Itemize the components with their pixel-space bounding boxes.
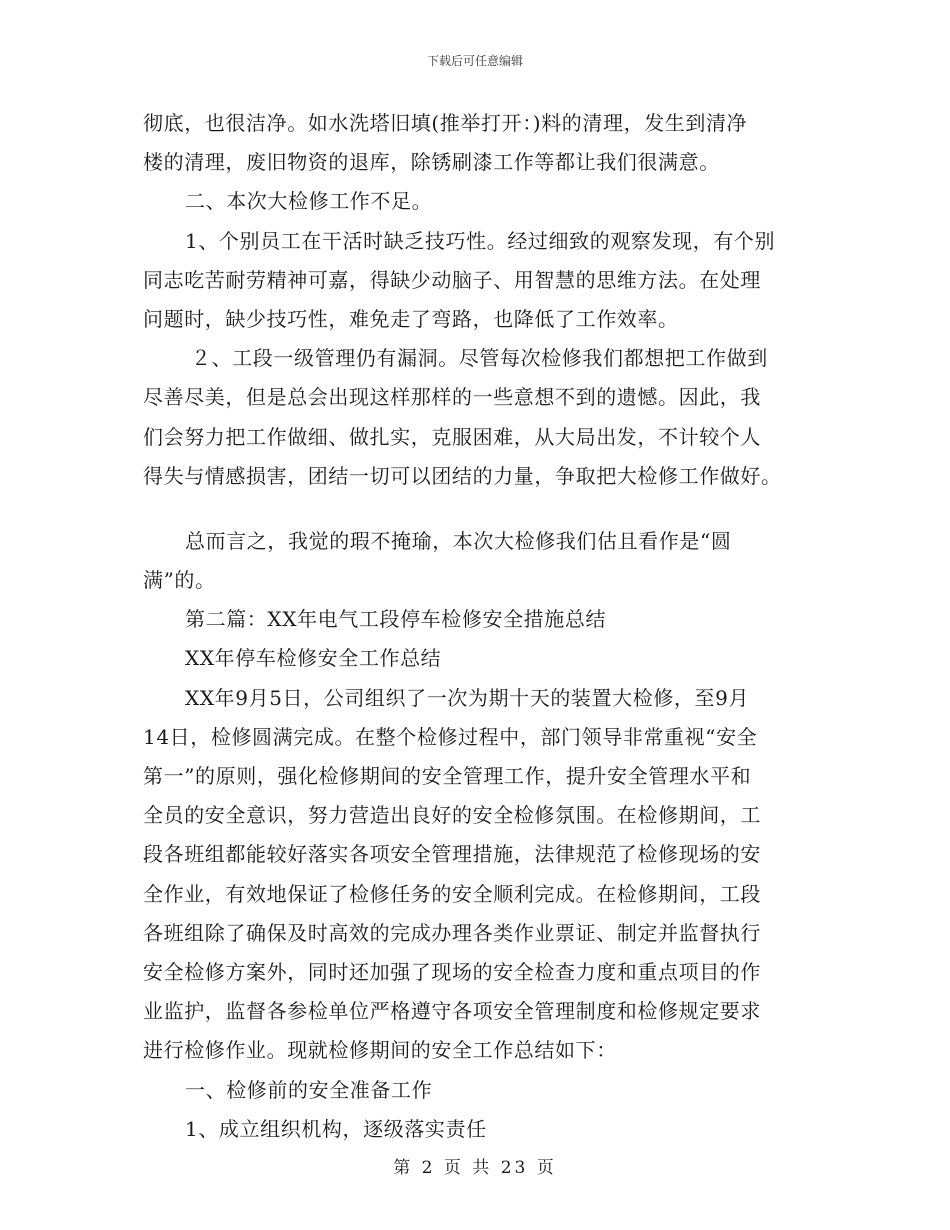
paragraph-line: 14日，检修圆满完成。在整个检修过程中，部门领导非常重视“安全 — [143, 724, 758, 749]
document-body — [143, 104, 807, 1149]
paragraph-line: 满”的。 — [143, 568, 216, 593]
paragraph-line: 楼的清理，废旧物资的退库，除锈刷漆工作等都让我们很满意。 — [143, 150, 720, 175]
paragraph-line: XX年9月5日，公司组织了一次为期十天的装置大检修，至9月 — [185, 685, 750, 710]
paragraph-line: 问题时，缺少技巧性，难免走了弯路，也降低了工作效率。 — [143, 306, 679, 331]
paragraph-line: 进行检修作业。现就检修期间的安全工作总结如下： — [143, 1038, 617, 1063]
section-heading: 一、检修前的安全准备工作 — [185, 1077, 433, 1102]
paragraph-line: 尽善尽美，但是总会出现这样那样的一些意想不到的遗憾。因此，我 — [143, 385, 761, 410]
paragraph-line: 全作业，有效地保证了检修任务的安全顺利完成。在检修期间，工段 — [143, 881, 761, 906]
paragraph-line: 第一”的原则，强化检修期间的安全管理工作，提升安全管理水平和 — [143, 764, 752, 788]
paragraph-line: 业监护，监督各参检单位严格遵守各项安全管理制度和检修规定要求 — [143, 999, 761, 1024]
document-subtitle: XX年停车检修安全工作总结 — [185, 646, 442, 671]
paragraph-line: 安全检修方案外，同时还加强了现场的安全检查力度和重点项目的作 — [143, 959, 761, 984]
paragraph-line: 各班组除了确保及时高效的完成办理各类作业票证、制定并监督执行 — [143, 920, 761, 945]
page-footer: 第 2 页 共 23 页 — [393, 1158, 557, 1178]
paragraph-line: 们会努力把工作做细、做扎实，克服困难，从大局出发，不计较个人 — [143, 424, 761, 449]
paragraph-gap — [143, 496, 807, 522]
chapter-title: 第二篇：XX年电气工段停车检修安全措施总结 — [185, 607, 607, 632]
paragraph-line: 段各班组都能较好落实各项安全管理措施，法律规范了检修现场的安 — [143, 842, 761, 867]
paragraph-line: 1、个别员工在干活时缺乏技巧性。经过细致的观察发现，有个别 — [185, 228, 776, 253]
paragraph-line: 得失与情感损害，团结一切可以团结的力量，争取把大检修工作做好。 — [143, 463, 782, 488]
paragraph-line: 彻底，也很洁净。如水洗塔旧填(推举打开：)料的清理，发生到清净 — [143, 111, 748, 135]
paragraph-line: 同志吃苦耐劳精神可嘉，得缺少动脑子、用智慧的思维方法。在处理 — [143, 267, 761, 292]
page-header: 下载后可任意编辑 — [426, 54, 523, 68]
subsection-heading: 1、成立组织机构，逐级落实责任 — [185, 1116, 487, 1141]
paragraph-line: 全员的安全意识，努力营造出良好的安全检修氛围。在检修期间，工 — [143, 803, 761, 828]
section-heading: 二、本次大检修工作不足。 — [185, 189, 433, 214]
paragraph-line: ２、工段一级管理仍有漏洞。尽管每次检修我们都想把工作做到 — [191, 346, 768, 371]
paragraph-line: 总而言之，我觉的瑕不掩瑜，本次大检修我们估且看作是“圆 — [185, 528, 732, 553]
